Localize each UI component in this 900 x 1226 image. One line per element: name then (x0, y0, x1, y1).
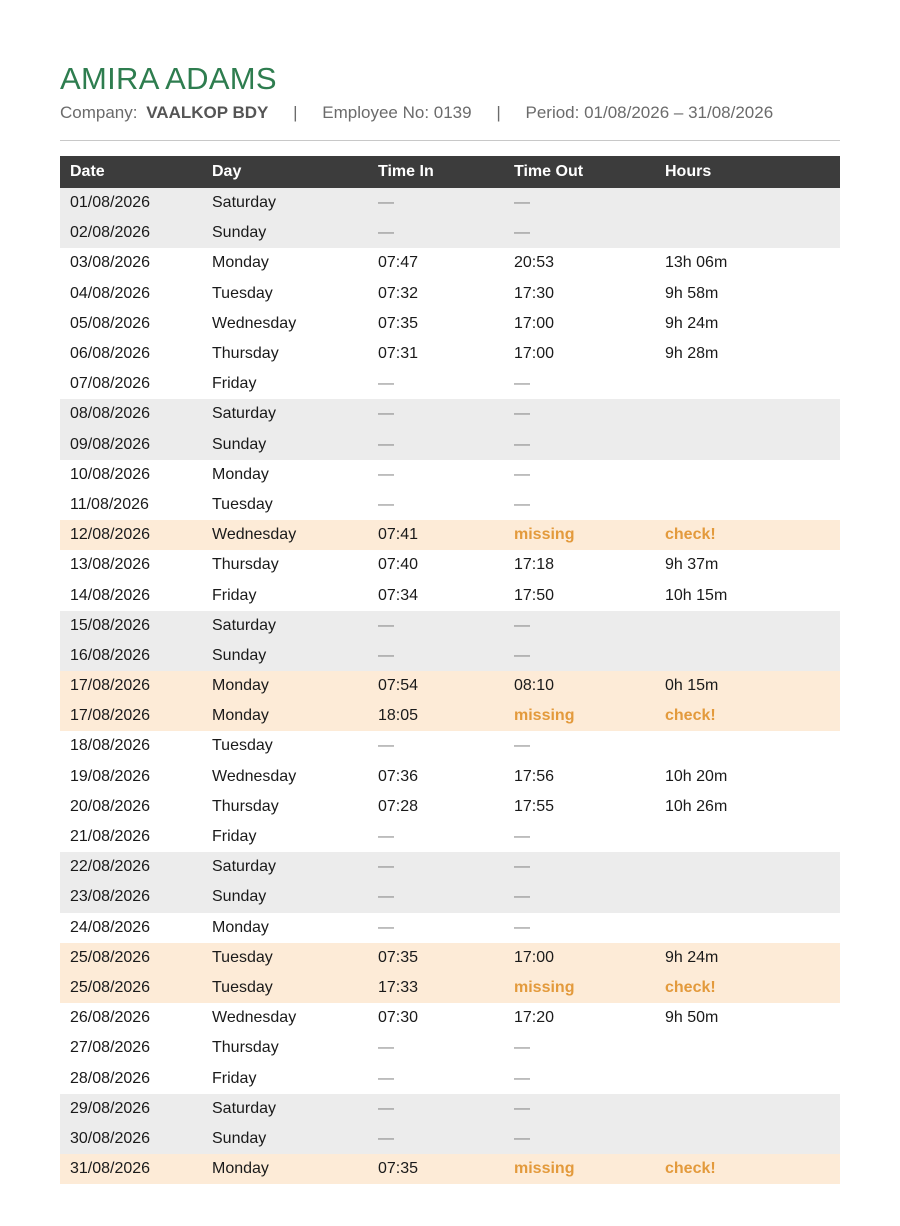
cell-hours (655, 399, 840, 429)
cell-date: 18/08/2026 (70, 737, 151, 755)
cell-time-in: — (378, 224, 394, 242)
cell-date: 28/08/2026 (70, 1069, 151, 1087)
cell-hours (655, 822, 840, 852)
cell-day: Wednesday (212, 314, 297, 332)
cell-day: Sunday (212, 888, 267, 906)
cell-time-in: — (378, 888, 394, 906)
cell-hours: check! (665, 978, 716, 996)
cell-time-out: 17:00 (514, 948, 555, 966)
cell-date: 21/08/2026 (70, 828, 151, 846)
cell-hours (655, 641, 840, 671)
cell-time-out: — (514, 194, 530, 212)
cell-time-out: — (514, 224, 530, 242)
cell-date: 16/08/2026 (70, 646, 151, 664)
table-row (60, 762, 840, 792)
employee-meta (60, 100, 840, 126)
cell-time-out: — (514, 465, 530, 483)
cell-date: 05/08/2026 (70, 314, 151, 332)
cell-time-in: 07:30 (378, 1009, 419, 1027)
cell-hours (655, 1094, 840, 1124)
cell-hours (655, 490, 840, 520)
cell-date: 13/08/2026 (70, 556, 151, 574)
cell-time-in: — (378, 858, 394, 876)
cell-hours (655, 188, 840, 218)
cell-time-out: — (514, 405, 530, 423)
cell-date: 20/08/2026 (70, 797, 151, 815)
cell-hours (655, 882, 840, 912)
cell-time-in: 07:28 (378, 797, 419, 815)
table-row (60, 460, 840, 490)
cell-time-out: — (514, 828, 530, 846)
cell-time-in: — (378, 828, 394, 846)
table-row (60, 188, 840, 218)
cell-hours: 9h 50m (665, 1009, 719, 1027)
cell-day: Friday (212, 1069, 257, 1087)
table-row (60, 671, 840, 701)
cell-hours (655, 218, 840, 248)
cell-date: 27/08/2026 (70, 1039, 151, 1057)
cell-hours: 9h 24m (665, 948, 719, 966)
table-row (60, 309, 840, 339)
cell-time-out: missing (514, 978, 575, 996)
cell-date: 08/08/2026 (70, 405, 151, 423)
cell-time-in: — (378, 1129, 394, 1147)
cell-date: 11/08/2026 (70, 495, 149, 513)
column-header-day: Day (212, 163, 242, 180)
cell-hours (655, 1063, 840, 1093)
cell-hours: 9h 24m (665, 314, 719, 332)
cell-hours (655, 731, 840, 761)
cell-time-out: 17:30 (514, 284, 555, 302)
cell-time-in: — (378, 616, 394, 634)
cell-time-out: missing (514, 707, 575, 725)
cell-day: Sunday (212, 646, 267, 664)
cell-date: 10/08/2026 (70, 465, 151, 483)
cell-day: Thursday (212, 1039, 279, 1057)
cell-time-out: 17:56 (514, 767, 555, 785)
table-row (60, 701, 840, 731)
table-row (60, 1063, 840, 1093)
cell-day: Thursday (212, 797, 279, 815)
cell-time-out: — (514, 616, 530, 634)
cell-date: 01/08/2026 (70, 194, 151, 212)
cell-time-out: — (514, 858, 530, 876)
cell-date: 14/08/2026 (70, 586, 151, 604)
cell-date: 06/08/2026 (70, 345, 151, 363)
table-row (60, 218, 840, 248)
cell-day: Saturday (212, 616, 277, 634)
cell-date: 03/08/2026 (70, 254, 151, 272)
table-header-row (60, 156, 840, 188)
cell-date: 12/08/2026 (70, 526, 151, 544)
column-header-time-in: Time In (378, 163, 434, 180)
cell-hours: check! (665, 1160, 716, 1178)
cell-time-out: — (514, 888, 530, 906)
cell-time-out: 17:55 (514, 797, 555, 815)
cell-hours (655, 1124, 840, 1154)
cell-time-out: — (514, 1129, 530, 1147)
cell-time-in: — (378, 465, 394, 483)
cell-date: 24/08/2026 (70, 918, 151, 936)
table-row (60, 369, 840, 399)
cell-time-in: — (378, 194, 394, 212)
cell-hours: check! (665, 707, 716, 725)
table-row (60, 550, 840, 580)
cell-time-out: 17:18 (514, 556, 555, 574)
column-header-hours: Hours (665, 163, 712, 180)
cell-day: Tuesday (212, 948, 273, 966)
cell-hours (655, 611, 840, 641)
cell-hours (655, 852, 840, 882)
cell-day: Wednesday (212, 1009, 297, 1027)
employee-name: AMIRA ADAMS (60, 61, 277, 96)
cell-day: Saturday (212, 194, 277, 212)
table-row (60, 1124, 840, 1154)
employee-number: Employee No: 0139 (322, 103, 472, 122)
cell-time-in: 07:47 (378, 254, 419, 272)
cell-time-out: — (514, 1069, 530, 1087)
cell-time-out: — (514, 375, 530, 393)
cell-day: Monday (212, 918, 269, 936)
cell-day: Friday (212, 828, 257, 846)
cell-day: Tuesday (212, 495, 273, 513)
table-row (60, 731, 840, 761)
cell-date: 23/08/2026 (70, 888, 151, 906)
cell-date: 02/08/2026 (70, 224, 151, 242)
column-header-date: Date (70, 163, 105, 180)
cell-hours (655, 460, 840, 490)
cell-date: 09/08/2026 (70, 435, 151, 453)
cell-day: Friday (212, 586, 257, 604)
cell-time-in: — (378, 918, 394, 936)
cell-time-out: missing (514, 526, 575, 544)
table-row (60, 1094, 840, 1124)
cell-time-out: 20:53 (514, 254, 555, 272)
cell-time-in: 07:35 (378, 314, 419, 332)
cell-hours: 10h 20m (665, 767, 728, 785)
cell-time-out: — (514, 495, 530, 513)
cell-time-out: — (514, 1099, 530, 1117)
cell-hours (655, 913, 840, 943)
cell-hours: 0h 15m (665, 677, 719, 695)
cell-date: 29/08/2026 (70, 1099, 151, 1117)
table-row (60, 248, 840, 278)
meta-separator: | (496, 103, 501, 122)
table-row (60, 520, 840, 550)
cell-time-in: 07:34 (378, 586, 419, 604)
cell-time-in: — (378, 1039, 394, 1057)
cell-time-in: — (378, 1099, 394, 1117)
table-row (60, 852, 840, 882)
cell-day: Saturday (212, 405, 277, 423)
cell-day: Wednesday (212, 526, 297, 544)
cell-day: Thursday (212, 556, 279, 574)
cell-day: Thursday (212, 345, 279, 363)
cell-date: 26/08/2026 (70, 1009, 151, 1027)
cell-time-in: — (378, 646, 394, 664)
table-row (60, 882, 840, 912)
cell-time-in: 07:54 (378, 677, 419, 695)
cell-time-out: missing (514, 1160, 575, 1178)
cell-date: 30/08/2026 (70, 1129, 151, 1147)
table-row (60, 1154, 840, 1184)
cell-time-in: — (378, 495, 394, 513)
company-name: VAALKOP BDY (146, 103, 269, 122)
cell-date: 25/08/2026 (70, 948, 151, 966)
header-divider (60, 140, 840, 141)
cell-date: 15/08/2026 (70, 616, 151, 634)
cell-hours: 10h 15m (665, 586, 728, 604)
cell-time-out: 17:20 (514, 1009, 555, 1027)
cell-time-out: 17:00 (514, 345, 555, 363)
cell-date: 17/08/2026 (70, 707, 151, 725)
column-header-time-out: Time Out (514, 163, 584, 180)
cell-day: Saturday (212, 1099, 277, 1117)
table-row (60, 580, 840, 610)
cell-time-in: 17:33 (378, 978, 419, 996)
cell-hours: 9h 28m (665, 345, 719, 363)
table-body (60, 188, 840, 1184)
table-row (60, 1033, 840, 1063)
cell-day: Monday (212, 707, 269, 725)
cell-date: 04/08/2026 (70, 284, 151, 302)
cell-day: Monday (212, 254, 269, 272)
cell-time-out: 17:50 (514, 586, 555, 604)
table-row (60, 611, 840, 641)
table-row (60, 822, 840, 852)
table-row (60, 792, 840, 822)
cell-day: Tuesday (212, 284, 273, 302)
cell-day: Friday (212, 375, 257, 393)
cell-hours: 13h 06m (665, 254, 728, 272)
cell-hours: 10h 26m (665, 797, 728, 815)
table-row (60, 279, 840, 309)
cell-time-in: — (378, 1069, 394, 1087)
table-row (60, 973, 840, 1003)
cell-day: Monday (212, 677, 269, 695)
cell-day: Tuesday (212, 737, 273, 755)
table-row (60, 943, 840, 973)
cell-date: 31/08/2026 (70, 1160, 151, 1178)
table-row (60, 641, 840, 671)
table-row (60, 1003, 840, 1033)
cell-time-out: 08:10 (514, 677, 555, 695)
cell-date: 22/08/2026 (70, 858, 151, 876)
table-row (60, 430, 840, 460)
table-row (60, 399, 840, 429)
cell-time-out: — (514, 435, 530, 453)
cell-time-in: 07:35 (378, 1160, 419, 1178)
table-row (60, 490, 840, 520)
cell-hours: check! (665, 526, 716, 544)
cell-day: Sunday (212, 435, 267, 453)
cell-time-in: — (378, 375, 394, 393)
meta-separator: | (293, 103, 298, 122)
cell-day: Sunday (212, 1129, 267, 1147)
cell-date: 25/08/2026 (70, 978, 151, 996)
cell-date: 19/08/2026 (70, 767, 151, 785)
company-label: Company: (60, 103, 138, 122)
cell-hours (655, 1033, 840, 1063)
timesheet-table (60, 156, 840, 1184)
cell-hours: 9h 58m (665, 284, 719, 302)
table-row (60, 913, 840, 943)
cell-day: Sunday (212, 224, 267, 242)
cell-time-in: — (378, 405, 394, 423)
cell-day: Monday (212, 1160, 269, 1178)
cell-day: Saturday (212, 858, 277, 876)
cell-hours (655, 430, 840, 460)
cell-time-in: 07:41 (378, 526, 419, 544)
cell-day: Monday (212, 465, 269, 483)
cell-time-out: — (514, 737, 530, 755)
cell-time-in: — (378, 737, 394, 755)
cell-time-in: — (378, 435, 394, 453)
cell-date: 17/08/2026 (70, 677, 151, 695)
cell-time-in: 18:05 (378, 707, 419, 725)
cell-day: Wednesday (212, 767, 297, 785)
table-header (60, 156, 840, 188)
cell-time-in: 07:32 (378, 284, 419, 302)
cell-time-out: — (514, 1039, 530, 1057)
table-row (60, 339, 840, 369)
cell-time-in: 07:36 (378, 767, 419, 785)
cell-time-out: — (514, 918, 530, 936)
cell-day: Tuesday (212, 978, 273, 996)
cell-time-in: 07:40 (378, 556, 419, 574)
cell-time-out: 17:00 (514, 314, 555, 332)
cell-date: 07/08/2026 (70, 375, 151, 393)
cell-hours: 9h 37m (665, 556, 719, 574)
cell-time-out: — (514, 646, 530, 664)
cell-time-in: 07:31 (378, 345, 419, 363)
pay-period: Period: 01/08/2026 – 31/08/2026 (525, 103, 774, 122)
cell-time-in: 07:35 (378, 948, 419, 966)
cell-hours (655, 369, 840, 399)
